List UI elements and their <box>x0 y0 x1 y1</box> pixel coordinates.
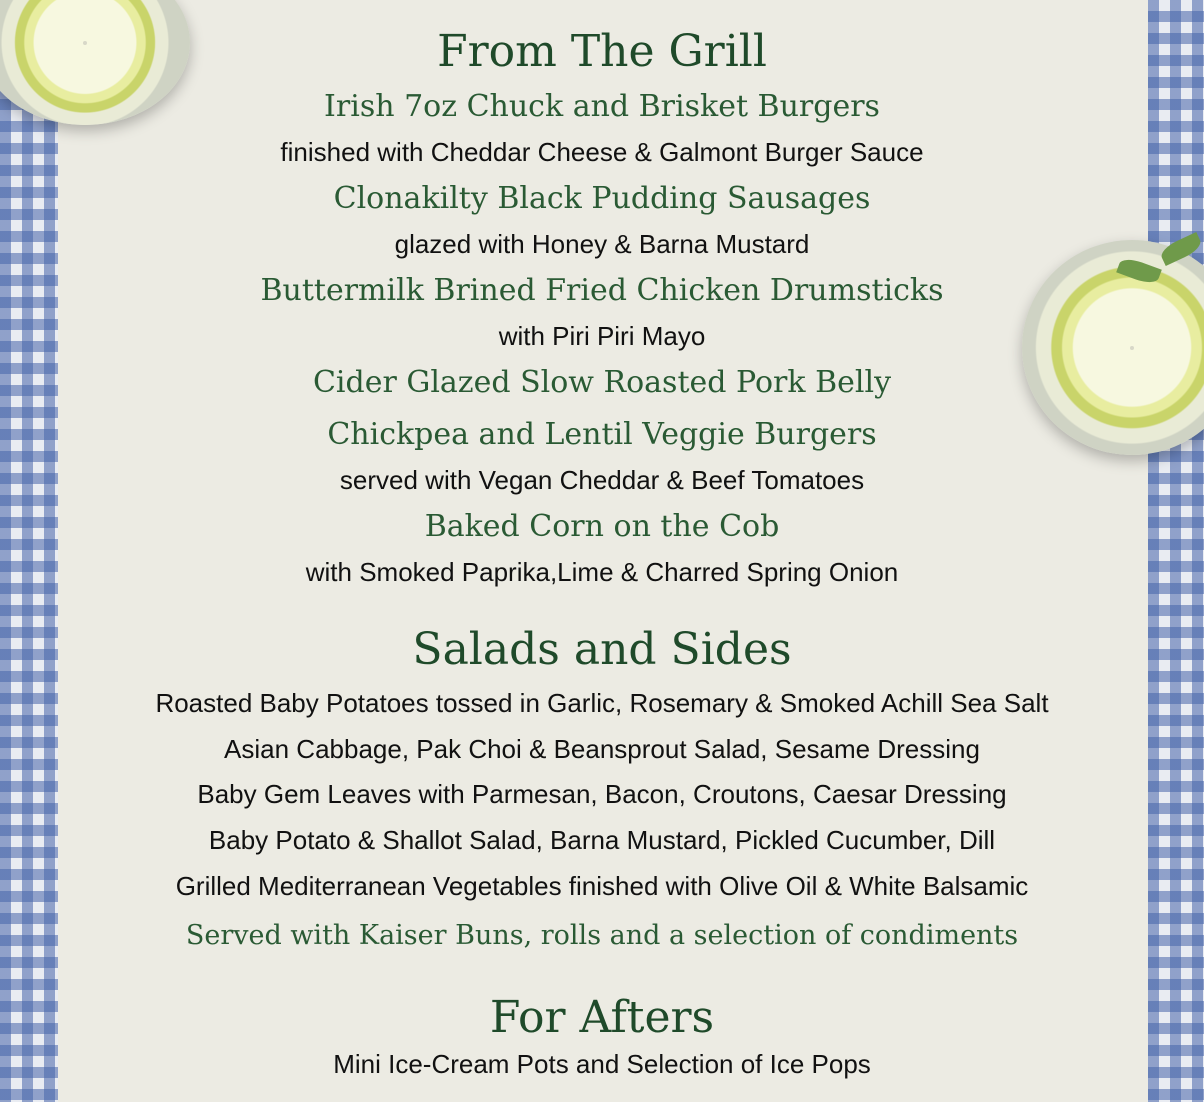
afters-title: For Afters <box>489 992 715 1043</box>
served-note: Served with Kaiser Buns, rolls and a selection of condiments <box>185 920 1019 951</box>
dish-desc: finished with Cheddar Cheese & Galmont Burger Sauce <box>280 137 924 167</box>
side-item: Asian Cabbage, Pak Choi & Beansprout Salad, Sesame Dressing <box>224 734 980 764</box>
dish-desc: with Piri Piri Mayo <box>498 321 706 351</box>
dish-name: Cider Glazed Slow Roasted Pork Belly <box>312 365 892 400</box>
side-item: Baby Potato & Shallot Salad, Barna Mustard, Pickled Cucumber, Dill <box>208 825 996 855</box>
gingham-border-left <box>0 0 58 1102</box>
side-item: Roasted Baby Potatoes tossed in Garlic, Rosemary & Smoked Achill Sea Salt <box>155 688 1049 718</box>
afters-desc: Mini Ice-Cream Pots and Selection of Ice Pops <box>333 1049 871 1079</box>
side-item: Grilled Mediterranean Vegetables finished with Olive Oil & White Balsamic <box>175 871 1029 901</box>
dish-name: Buttermilk Brined Fried Chicken Drumsticks <box>260 273 944 308</box>
gingham-border-right <box>1148 0 1204 1102</box>
dish-name: Chickpea and Lentil Veggie Burgers <box>327 417 877 452</box>
dish-name: Clonakilty Black Pudding Sausages <box>333 181 871 216</box>
dish-desc: served with Vegan Cheddar & Beef Tomatoes <box>339 465 865 495</box>
dish-name: Baked Corn on the Cob <box>424 509 780 544</box>
grill-title: From The Grill <box>437 26 767 77</box>
dish-desc: with Smoked Paprika,Lime & Charred Spring Onion <box>305 557 899 587</box>
dish-name: Irish 7oz Chuck and Brisket Burgers <box>324 89 880 124</box>
side-item: Baby Gem Leaves with Parmesan, Bacon, Croutons, Caesar Dressing <box>197 779 1007 809</box>
salads-title: Salads and Sides <box>412 624 792 675</box>
dish-desc: glazed with Honey & Barna Mustard <box>394 229 810 259</box>
